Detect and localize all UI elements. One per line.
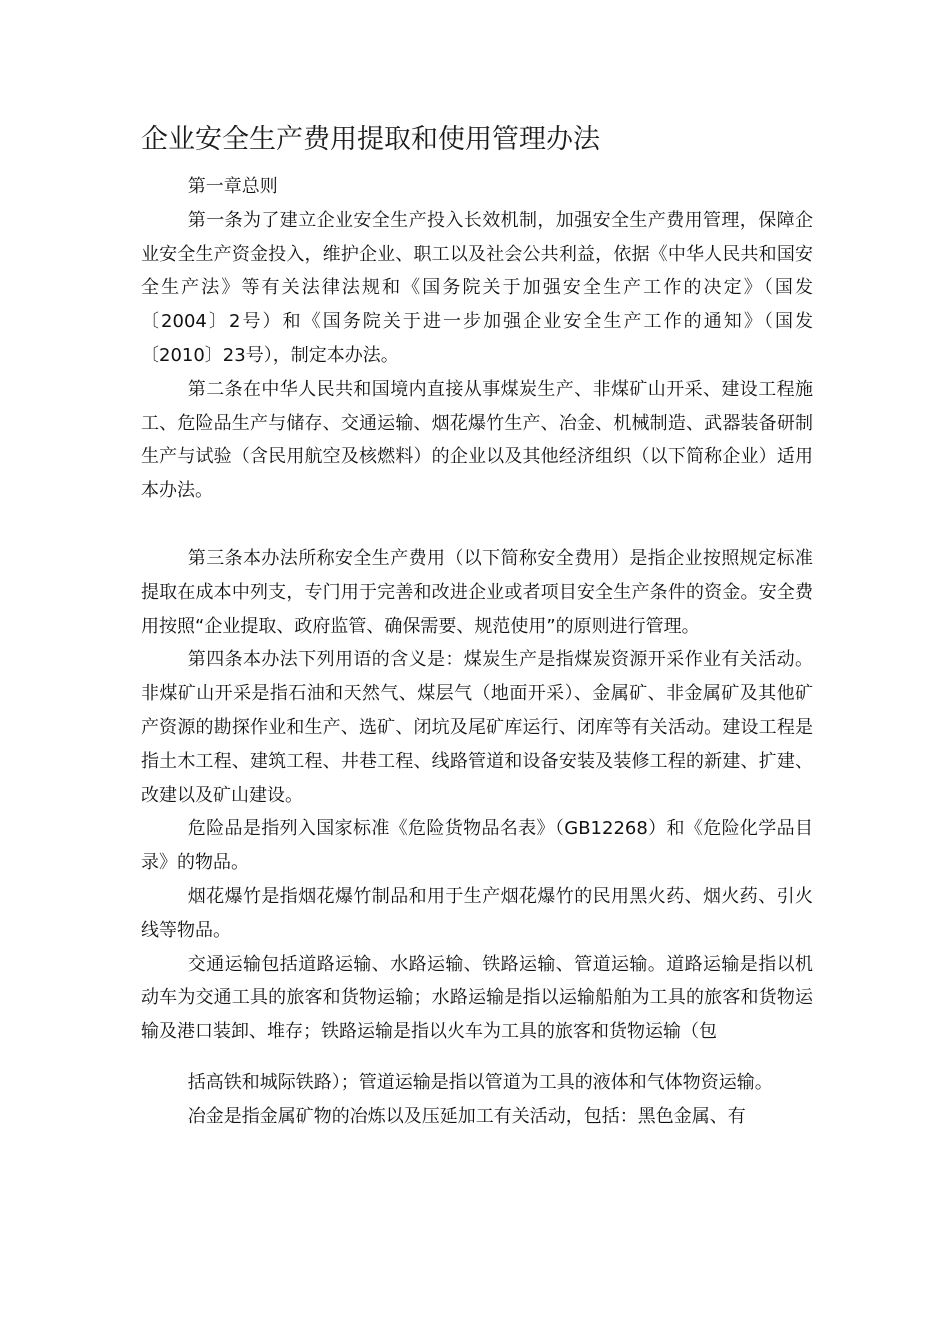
transport-paragraph-continued: 括高铁和城际铁路）；管道运输是指以管道为工具的液体和气体物资运输。 <box>187 1071 773 1093</box>
article-2-paragraph: 第二条在中华人民共和国境内直接从事煤炭生产、非煤矿山开采、建设工程施工、危险品生产与储存、交通运输、烟花爆竹生产、冶金、机械制造、武器装备研制生产与试验（含民用航空及核燃料）的企业以及其他经济组织（以下简称企业）适用本办法。 <box>141 378 813 502</box>
fireworks-paragraph: 烟花爆竹是指烟花爆竹制品和用于生产烟花爆竹的民用黑火药、烟火药、引火线等物品。 <box>141 885 813 941</box>
article-4-paragraph: 第四条本办法下列用语的含义是：煤炭生产是指煤炭资源开采作业有关活动。非煤矿山开采是指石油和天然气、煤层气（地面开采）、金属矿、非金属矿及其他矿产资源的勘探作业和生产、选矿、闭坑及尾矿库运行、闭库等有关活动。建设工程是指土木工程、建筑工程、井巷工程、线路管道和设备安装及装修工程的新建、扩建、改建以及矿山建设。 <box>141 649 813 806</box>
article-1-paragraph: 第一条为了建立企业安全生产投入长效机制，加强安全生产费用管理，保障企业安全生产资金投入，维护企业、职工以及社会公共利益，依据《中华人民共和国安全生产法》等有关法律法规和《国务院关于加强安全生产工作的决定》（国发〔2004〕2号）和《国务院关于进一步加强企业安全生产工作的通知》（国发〔2010〕23号），制定本办法。 <box>141 209 813 366</box>
document-body <box>141 170 813 1134</box>
article-3-paragraph: 第三条本办法所称安全生产费用（以下简称安全费用）是指企业按照规定标准提取在成本中列支，专门用于完善和改进企业或者项目安全生产条件的资金。安全费用按照“企业提取、政府监管、确保需要、规范使用”的原则进行管理。 <box>141 547 813 637</box>
document-title: 企业安全生产费用提取和使用管理办法 <box>141 124 600 155</box>
transport-paragraph: 交通运输包括道路运输、水路运输、铁路运输、管道运输。道路运输是指以机动车为交通工具的旅客和货物运输；水路运输是指以运输船舶为工具的旅客和货物运输及港口装卸、堆存；铁路运输是指以火车为工具的旅客和货物运输（包 <box>141 953 813 1043</box>
hazardous-goods-paragraph: 危险品是指列入国家标准《危险货物品名表》（GB12268）和《危险化学品目录》的物品。 <box>141 818 813 874</box>
chapter-heading: 第一章总则 <box>187 176 278 197</box>
metallurgy-paragraph: 冶金是指金属矿物的冶炼以及压延加工有关活动，包括：黑色金属、有 <box>187 1105 746 1127</box>
